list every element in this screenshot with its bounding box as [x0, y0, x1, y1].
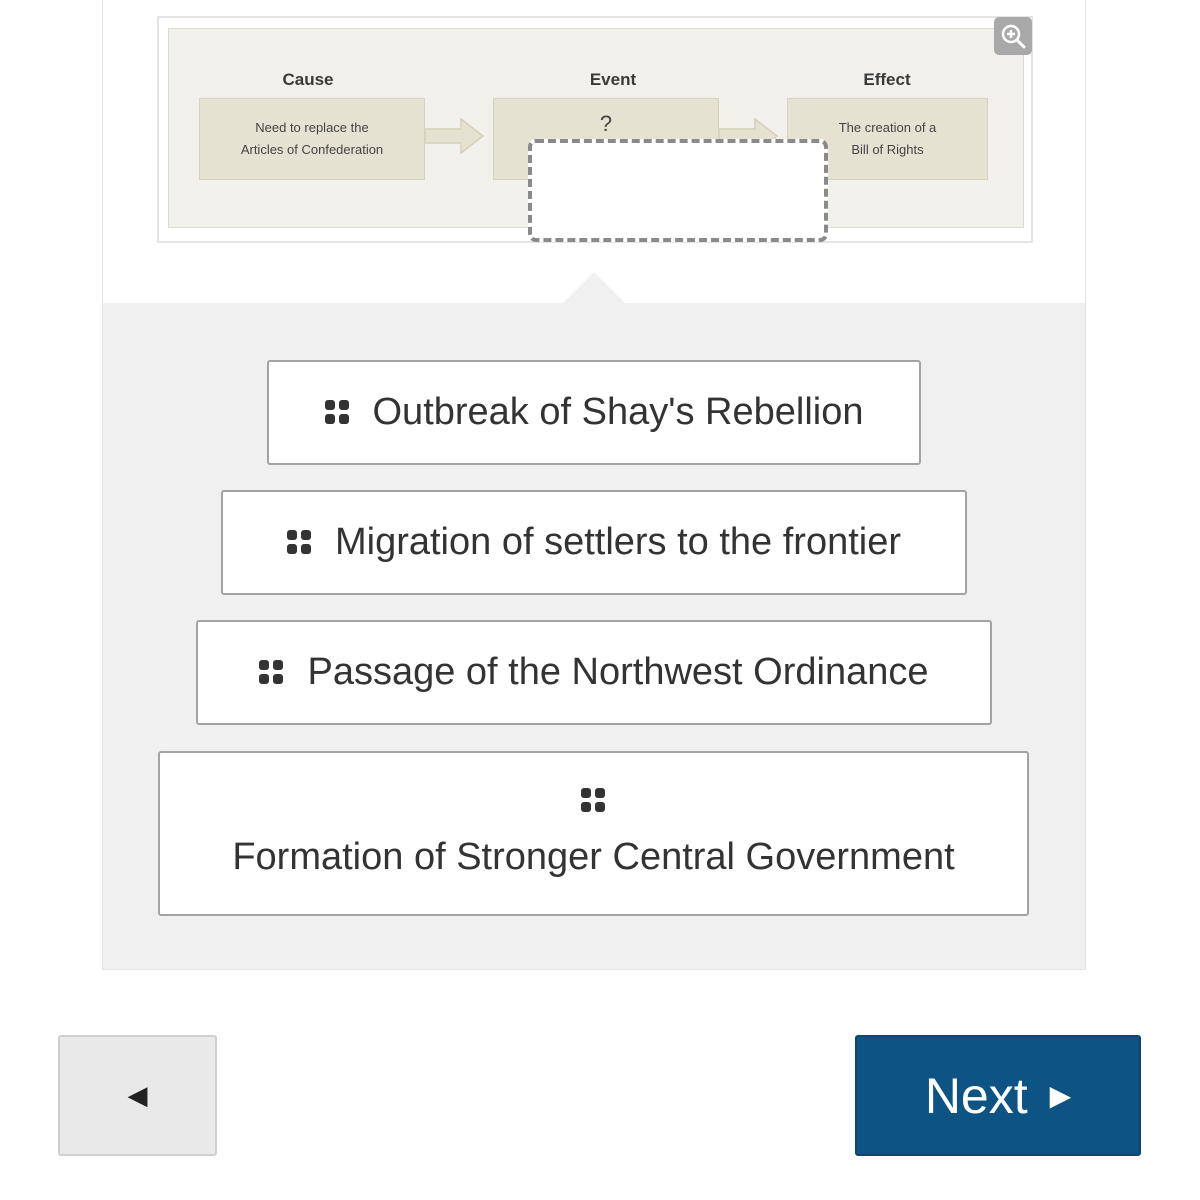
cause-box [199, 98, 425, 180]
arrow-icon [425, 118, 485, 154]
option-label: Migration of settlers to the frontier [334, 521, 902, 563]
option-label: Formation of Stronger Central Government [232, 836, 955, 878]
zoom-button[interactable] [994, 17, 1032, 55]
option-label: Passage of the Northwest Ordinance [307, 651, 929, 693]
next-arrow-icon: ▶ [1049, 1080, 1072, 1111]
next-button[interactable] [855, 1035, 1141, 1156]
drag-handle-icon [581, 788, 607, 814]
effect-header: Effect [863, 70, 911, 89]
back-arrow-icon: ◀ [127, 1080, 148, 1110]
cause-line-2: Articles of Confederation [240, 142, 384, 157]
tray-pointer [563, 272, 625, 303]
option-shays-rebellion[interactable] [267, 360, 921, 465]
option-frontier-migration[interactable] [221, 490, 967, 595]
next-button-label: Next [924, 1067, 1028, 1124]
drag-handle-icon [259, 660, 285, 686]
answer-drop-zone[interactable] [528, 139, 828, 242]
cause-header: Cause [282, 70, 334, 89]
effect-line-2: Bill of Rights [851, 142, 924, 157]
effect-line-1: The creation of a [838, 120, 937, 135]
cause-line-1: Need to replace the [255, 120, 369, 135]
drag-handle-icon [325, 400, 351, 426]
option-label: Outbreak of Shay's Rebellion [372, 391, 864, 433]
zoom-in-icon [999, 22, 1027, 50]
back-button[interactable] [58, 1035, 217, 1156]
option-central-government[interactable] [158, 751, 1029, 916]
option-northwest-ordinance[interactable] [196, 620, 992, 725]
event-header: Event [589, 70, 637, 89]
drag-handle-icon [287, 530, 313, 556]
event-placeholder: ? [599, 111, 613, 136]
